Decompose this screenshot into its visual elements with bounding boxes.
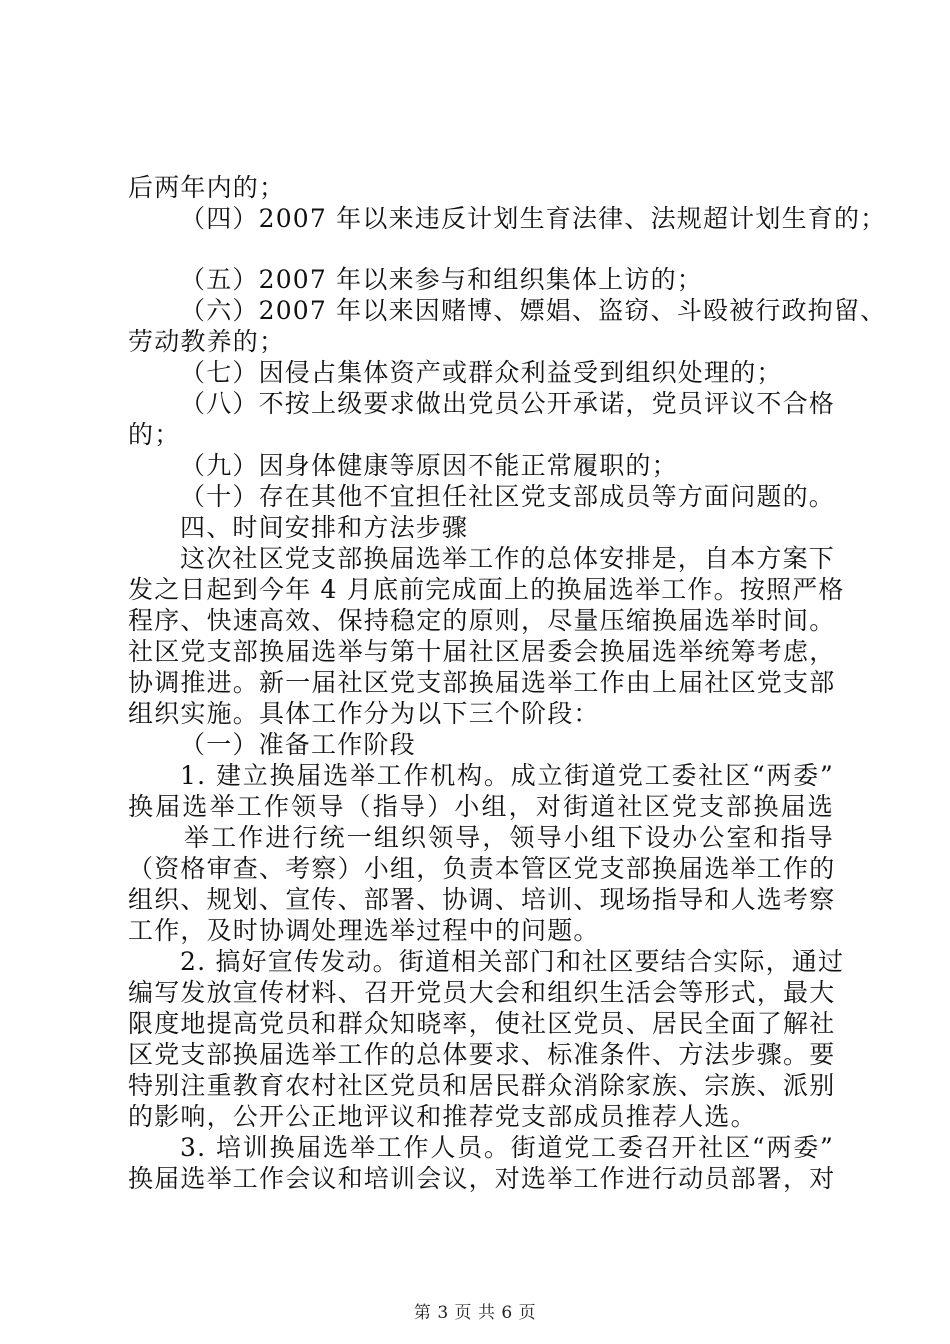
blank-line [128, 234, 834, 264]
paragraph-line: 这次社区党支部换届选举工作的总体安排是，自本方案下 [180, 544, 836, 573]
paragraph-line: 社区党支部换届选举与第十届社区居委会换届选举统筹考虑， [128, 637, 836, 666]
paragraph-line: 举工作进行统一组织领导，领导小组下设办公室和指导 [184, 823, 834, 852]
paragraph-line: 工作，及时协调处理选举过程中的问题。 [128, 916, 600, 945]
paragraph-line: 劳动教养的； [128, 327, 286, 356]
paragraph-line: （四）2007 年以来违反计划生育法律、法规超计划生育的； [180, 204, 887, 233]
paragraph-line: 区党支部换届选举工作的总体要求、标准条件、方法步骤。要 [128, 1040, 836, 1069]
paragraph-line: 换届选举工作会议和培训会议，对选举工作进行动员部署，对 [128, 1164, 836, 1193]
paragraph-line: （六）2007 年以来因赌博、嫖娼、盗窃、斗殴被行政拘留、 [180, 296, 887, 325]
paragraph-line: 换届选举工作领导（指导）小组，对街道社区党支部换届选 [128, 792, 834, 821]
paragraph-line: 2. 搞好宣传发动。街道相关部门和社区要结合实际，通过 [180, 947, 845, 976]
document-body [128, 172, 887, 1194]
paragraph-line: （八）不按上级要求做出党员公开承诺，党员评议不合格 [180, 389, 836, 418]
paragraph-line: 编写发放宣传材料、召开党员大会和组织生活会等形式，最大 [128, 978, 836, 1007]
paragraph-line: 限度地提高党员和群众知晓率，使社区党员、居民全面了解社 [128, 1009, 836, 1038]
paragraph-line: 组织、规划、宣传、部署、协调、培训、现场指导和人选考察 [128, 885, 836, 914]
paragraph-line: （资格审查、考察）小组，负责本管区党支部换届选举工作的 [128, 854, 836, 883]
paragraph-line: （七）因侵占集体资产或群众利益受到组织处理的； [180, 358, 783, 387]
paragraph-line: （五）2007 年以来参与和组织集体上访的； [180, 265, 703, 294]
paragraph-line: 协调推进。新一届社区党支部换届选举工作由上届社区党支部 [128, 668, 836, 697]
paragraph-line: 3. 培训换届选举工作人员。街道党工委召开社区“两委” [180, 1133, 834, 1162]
paragraph-line: 后两年内的； [128, 173, 286, 202]
section-heading: 四、时间安排和方法步骤 [180, 513, 469, 542]
paragraph-line: 发之日起到今年 4 月底前完成面上的换届选举工作。按照严格 [128, 575, 845, 604]
paragraph-line: 的影响，公开公正地评议和推荐党支部成员推荐人选。 [128, 1102, 757, 1131]
paragraph-line: 特别注重教育农村社区党员和居民群众消除家族、宗族、派别 [128, 1071, 836, 1100]
paragraph-line: 的； [128, 420, 181, 449]
paragraph-line: 组织实施。具体工作分为以下三个阶段： [128, 699, 600, 728]
paragraph-line: 1. 建立换届选举工作机构。成立街道党工委社区“两委” [180, 761, 834, 790]
page-number-footer: 第 3 页 共 6 页 [413, 1303, 537, 1323]
paragraph-line: 程序、快速高效、保持稳定的原则，尽量压缩换届选举时间。 [128, 606, 836, 635]
paragraph-line: （十）存在其他不宜担任社区党支部成员等方面问题的。 [180, 482, 836, 511]
subsection-heading: （一）准备工作阶段 [180, 730, 416, 759]
paragraph-line: （九）因身体健康等原因不能正常履职的； [180, 451, 678, 480]
